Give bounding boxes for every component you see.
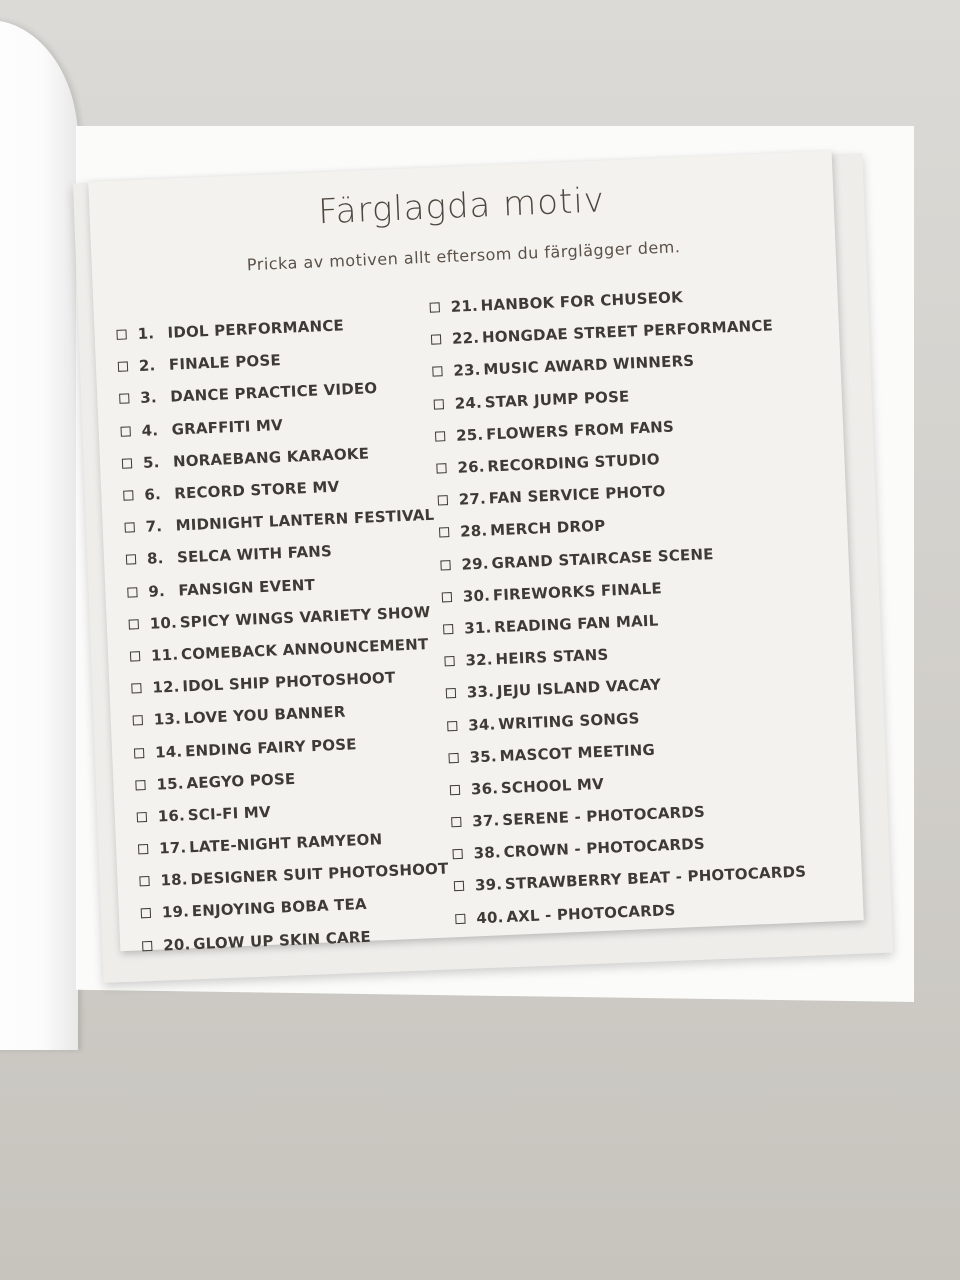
item-number: 11. bbox=[150, 645, 179, 665]
checkbox-icon[interactable] bbox=[434, 399, 444, 409]
item-number: 40. bbox=[475, 907, 504, 927]
item-label: GLOW UP SKIN CARE bbox=[192, 927, 372, 953]
item-number: 17. bbox=[158, 838, 187, 858]
item-number: 25. bbox=[455, 425, 484, 445]
item-label: READING FAN MAIL bbox=[493, 611, 659, 637]
item-number: 5. bbox=[142, 453, 160, 472]
checkbox-icon[interactable] bbox=[116, 330, 126, 340]
checkbox-icon[interactable] bbox=[130, 651, 140, 661]
item-number: 22. bbox=[451, 328, 480, 349]
item-number: 12. bbox=[152, 677, 180, 697]
item-number: 15. bbox=[156, 774, 185, 794]
checkbox-icon[interactable] bbox=[436, 463, 446, 473]
item-number: 6. bbox=[143, 485, 162, 504]
item-number: 31. bbox=[463, 618, 492, 638]
checkbox-icon[interactable] bbox=[133, 715, 143, 725]
item-label: FANSIGN EVENT bbox=[177, 575, 316, 600]
item-number: 19. bbox=[161, 902, 190, 922]
item-label: DANCE PRACTICE VIDEO bbox=[169, 379, 378, 407]
item-number: 32. bbox=[465, 650, 494, 670]
checkbox-icon[interactable] bbox=[134, 748, 144, 758]
item-label: MASCOT MEETING bbox=[499, 740, 656, 765]
checkbox-icon[interactable] bbox=[448, 753, 458, 763]
checkbox-icon[interactable] bbox=[440, 560, 450, 570]
item-number: 33. bbox=[466, 682, 495, 702]
checkbox-icon[interactable] bbox=[126, 555, 136, 565]
checkbox-icon[interactable] bbox=[439, 528, 449, 538]
item-label: AEGYO POSE bbox=[186, 769, 296, 793]
item-label: FAN SERVICE PHOTO bbox=[488, 482, 666, 508]
item-label: COMEBACK ANNOUNCEMENT bbox=[180, 635, 429, 664]
checkbox-icon[interactable] bbox=[455, 913, 465, 923]
checkbox-icon[interactable] bbox=[122, 458, 132, 468]
item-number: 35. bbox=[469, 747, 498, 767]
checkbox-icon[interactable] bbox=[450, 785, 460, 795]
checkbox-icon[interactable] bbox=[129, 619, 139, 629]
item-label: IDOL PERFORMANCE bbox=[167, 316, 345, 342]
item-number: 20. bbox=[162, 934, 191, 955]
item-number: 16. bbox=[157, 806, 186, 826]
item-number: 23. bbox=[453, 361, 481, 381]
item-number: 28. bbox=[459, 521, 488, 542]
checkbox-icon[interactable] bbox=[138, 844, 148, 854]
item-label: MIDNIGHT LANTERN FESTIVAL bbox=[175, 505, 435, 535]
item-label: LATE-NIGHT RAMYEON bbox=[188, 830, 383, 857]
checkbox-icon[interactable] bbox=[125, 522, 135, 532]
checkbox-icon[interactable] bbox=[432, 367, 442, 377]
checkbox-icon[interactable] bbox=[120, 426, 130, 436]
item-number: 3. bbox=[139, 388, 158, 408]
checklist-card bbox=[88, 151, 864, 955]
checkbox-icon[interactable] bbox=[446, 688, 456, 698]
item-label: SPICY WINGS VARIETY SHOW bbox=[179, 602, 431, 632]
checkbox-icon[interactable] bbox=[451, 817, 461, 827]
item-label: JEJU ISLAND VACAY bbox=[496, 675, 662, 701]
item-number: 21. bbox=[450, 296, 479, 316]
checkbox-icon[interactable] bbox=[447, 720, 457, 730]
page-subtitle: Pricka av motiven allt eftersom du färglägger dem. bbox=[246, 237, 681, 275]
item-label: HANBOK FOR CHUSEOK bbox=[480, 288, 684, 315]
item-number: 38. bbox=[473, 843, 502, 863]
item-number: 1. bbox=[137, 324, 155, 344]
item-label: NORAEBANG KARAOKE bbox=[172, 444, 370, 471]
item-label: FLOWERS FROM FANS bbox=[485, 417, 675, 444]
item-label: CROWN - PHOTOCARDS bbox=[503, 834, 706, 862]
checkbox-icon[interactable] bbox=[431, 335, 441, 345]
page-title: Färglagda motiv bbox=[317, 180, 606, 233]
item-number: 14. bbox=[154, 742, 183, 762]
item-number: 34. bbox=[467, 714, 496, 734]
item-label: IDOL SHIP PHOTOSHOOT bbox=[182, 668, 396, 696]
item-label: LOVE YOU BANNER bbox=[183, 702, 346, 728]
checkbox-icon[interactable] bbox=[131, 683, 141, 693]
checkbox-icon[interactable] bbox=[435, 431, 445, 441]
checkbox-icon[interactable] bbox=[127, 587, 137, 597]
item-number: 13. bbox=[153, 709, 182, 729]
checkbox-icon[interactable] bbox=[454, 881, 464, 891]
item-label: STRAWBERRY BEAT - PHOTOCARDS bbox=[504, 862, 807, 894]
item-label: HONGDAE STREET PERFORMANCE bbox=[481, 316, 774, 347]
checkbox-icon[interactable] bbox=[438, 495, 448, 505]
item-number: 27. bbox=[458, 489, 487, 509]
item-label: FIREWORKS FINALE bbox=[492, 579, 663, 605]
item-number: 7. bbox=[145, 517, 163, 537]
item-number: 39. bbox=[474, 875, 503, 895]
item-label: ENJOYING BOBA TEA bbox=[191, 895, 368, 921]
checklist-left-column bbox=[116, 306, 452, 962]
checkbox-icon[interactable] bbox=[139, 876, 149, 886]
item-label: GRAFFITI MV bbox=[171, 415, 284, 439]
item-number: 37. bbox=[471, 811, 500, 831]
checkbox-icon[interactable] bbox=[442, 592, 452, 602]
item-number: 9. bbox=[148, 581, 166, 601]
checkbox-icon[interactable] bbox=[443, 624, 453, 634]
item-number: 10. bbox=[149, 613, 178, 633]
item-label: SCHOOL MV bbox=[500, 774, 605, 798]
item-label: MUSIC AWARD WINNERS bbox=[483, 352, 695, 379]
item-number: 2. bbox=[138, 356, 156, 376]
checkbox-icon[interactable] bbox=[123, 490, 133, 500]
item-number: 18. bbox=[160, 870, 189, 890]
checkbox-icon[interactable] bbox=[444, 656, 454, 666]
checkbox-icon[interactable] bbox=[137, 812, 147, 822]
checkbox-icon[interactable] bbox=[142, 941, 152, 951]
item-label: RECORD STORE MV bbox=[173, 477, 340, 503]
checkbox-icon[interactable] bbox=[430, 302, 440, 312]
item-label: FINALE POSE bbox=[168, 351, 282, 374]
checklist-right-column bbox=[429, 277, 808, 935]
item-number: 29. bbox=[461, 554, 490, 574]
item-label: SCI-FI MV bbox=[187, 802, 272, 825]
checkbox-icon[interactable] bbox=[118, 362, 128, 372]
item-label: RECORDING STUDIO bbox=[487, 450, 661, 476]
item-number: 26. bbox=[457, 457, 486, 477]
item-label: WRITING SONGS bbox=[497, 708, 640, 733]
checkbox-icon[interactable] bbox=[141, 908, 151, 918]
checkbox-icon[interactable] bbox=[135, 780, 145, 790]
item-label: HEIRS STANS bbox=[495, 645, 609, 669]
item-label: MERCH DROP bbox=[489, 516, 606, 540]
item-label: SERENE - PHOTOCARDS bbox=[501, 802, 706, 830]
item-label: ENDING FAIRY POSE bbox=[184, 734, 357, 760]
item-number: 4. bbox=[141, 420, 159, 440]
item-label: STAR JUMP POSE bbox=[484, 387, 630, 412]
item-number: 36. bbox=[470, 779, 499, 799]
item-label: DESIGNER SUIT PHOTOSHOOT bbox=[190, 859, 449, 889]
checkbox-icon[interactable] bbox=[452, 849, 462, 859]
item-label: SELCA WITH FANS bbox=[176, 542, 333, 567]
item-number: 24. bbox=[454, 393, 483, 413]
item-number: 8. bbox=[146, 549, 164, 569]
left-book-page bbox=[0, 20, 78, 1050]
item-label: AXL - PHOTOCARDS bbox=[505, 900, 676, 926]
item-number: 30. bbox=[462, 586, 491, 606]
item-label: GRAND STAIRCASE SCENE bbox=[491, 544, 714, 572]
checkbox-icon[interactable] bbox=[119, 394, 129, 404]
